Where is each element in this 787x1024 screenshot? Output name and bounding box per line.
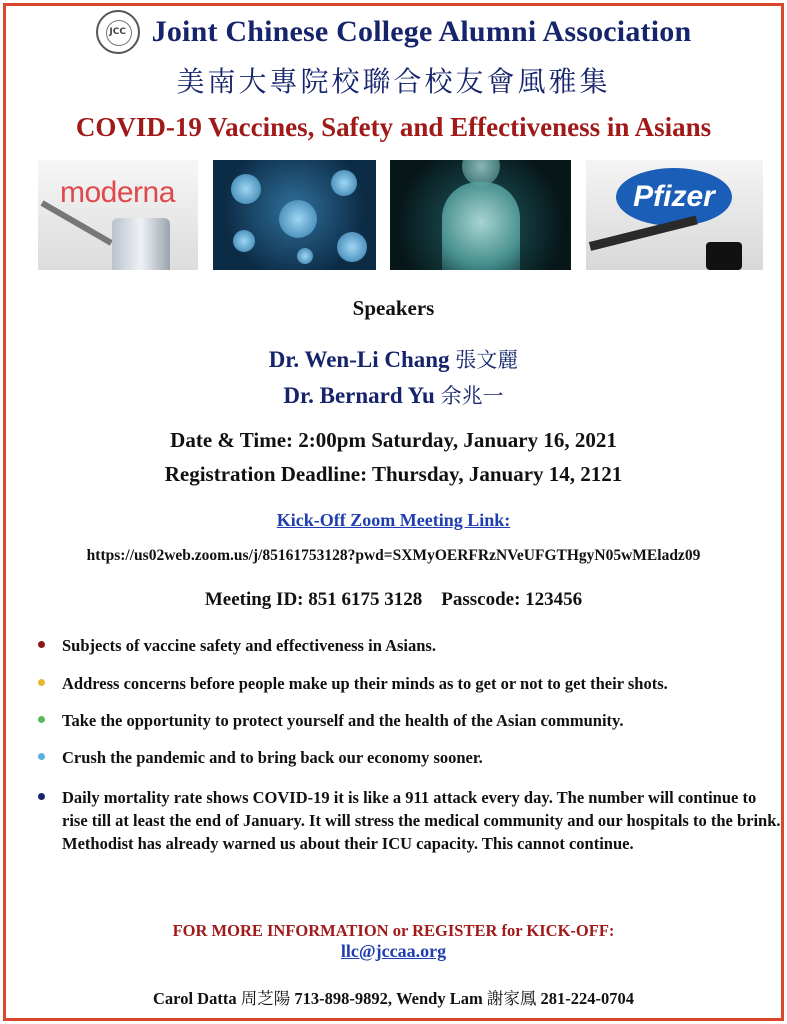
list-item-text: Daily mortality rate shows COVID-19 it is like a 911 attack every day. The number will continue to rise till at least the end of January. It will stress the medical community and our hospitals to the brink. Methodist has already warned us about their ICU capacity. This cannot continue. <box>62 788 781 853</box>
bullet-dot <box>38 679 45 686</box>
coronavirus-image <box>213 160 376 270</box>
virus-particle <box>279 200 317 238</box>
pfizer-logo-text: Pfizer <box>633 180 715 213</box>
contact-email-link[interactable]: llc@jccaa.org <box>340 941 447 961</box>
speaker-1-name: Dr. Wen-Li Chang <box>268 347 450 372</box>
list-item-text: Take the opportunity to protect yourself and the health of the Asian community. <box>62 711 624 730</box>
moderna-vaccine-image <box>38 160 198 270</box>
contact-2-phone: 281-224-0704 <box>540 989 634 1008</box>
event-datetime: Date & Time: 2:00pm Saturday, January 16, 2021 <box>170 428 617 452</box>
chinese-title: 美南大專院校聯合校友會風雅集 <box>176 65 611 98</box>
speakers-heading: Speakers <box>352 296 435 320</box>
association-logo <box>96 10 140 54</box>
contact-1-name: Carol Datta <box>153 989 237 1008</box>
contact-2-name: Wendy Lam <box>396 989 483 1008</box>
speaker-1 <box>0 344 787 374</box>
event-title: COVID-19 Vaccines, Safety and Effectiveness in Asians <box>75 112 712 142</box>
speaker-2-chinese-name: 余兆一 <box>440 384 504 408</box>
vaccine-vial <box>112 218 170 270</box>
human-body-scan-image <box>390 160 571 270</box>
photo-strip <box>0 160 787 272</box>
vaccine-bottle <box>706 242 742 270</box>
org-name: Joint Chinese College Alumni Association <box>151 15 692 48</box>
contact-1-chinese-name: 周芝陽 <box>240 989 291 1008</box>
zoom-link-label[interactable]: Kick-Off Zoom Meeting Link: <box>276 510 511 530</box>
list-item-text: Address concerns before people make up their minds as to get or not to get their shots. <box>62 674 668 693</box>
bullet-dot <box>38 793 45 800</box>
org-header <box>0 6 787 58</box>
speaker-2-name: Dr. Bernard Yu <box>283 383 435 408</box>
pfizer-logo <box>616 168 732 226</box>
zoom-url[interactable]: https://us02web.zoom.us/j/85161753128?pwd=SXMyOERFRzNVeUFGTHgyN05wMEladz09 <box>86 547 701 564</box>
body-torso <box>442 182 520 270</box>
contact-2-chinese-name: 謝家鳳 <box>486 989 537 1008</box>
list-item <box>38 634 436 657</box>
virus-particle <box>337 232 367 262</box>
bullet-dot <box>38 641 45 648</box>
list-item-text: Crush the pandemic and to bring back our economy sooner. <box>62 748 483 767</box>
list-item <box>38 672 668 695</box>
list-item <box>38 786 782 855</box>
logo-mark: JCC <box>109 27 126 37</box>
bullet-dot <box>38 716 45 723</box>
more-info-heading: FOR MORE INFORMATION or REGISTER for KICK-OFF: <box>172 921 615 940</box>
contact-1-phone: 713-898-9892, <box>294 989 392 1008</box>
registration-deadline: Registration Deadline: Thursday, January 14, 2121 <box>164 462 623 486</box>
bullet-dot <box>38 753 45 760</box>
contact-persons <box>0 985 787 1009</box>
speaker-1-chinese-name: 張文麗 <box>455 348 519 372</box>
virus-particle <box>231 174 261 204</box>
moderna-logo-text: moderna <box>60 176 175 209</box>
virus-particle <box>233 230 255 252</box>
virus-particle <box>297 248 313 264</box>
speaker-2 <box>0 380 787 410</box>
list-item <box>38 709 623 732</box>
pfizer-vaccine-image <box>586 160 763 270</box>
virus-particle <box>331 170 357 196</box>
list-item <box>38 746 483 769</box>
list-item-text: Subjects of vaccine safety and effectiveness in Asians. <box>62 636 436 655</box>
meeting-id-passcode: Meeting ID: 851 6175 3128 Passcode: 123456 <box>204 589 583 610</box>
